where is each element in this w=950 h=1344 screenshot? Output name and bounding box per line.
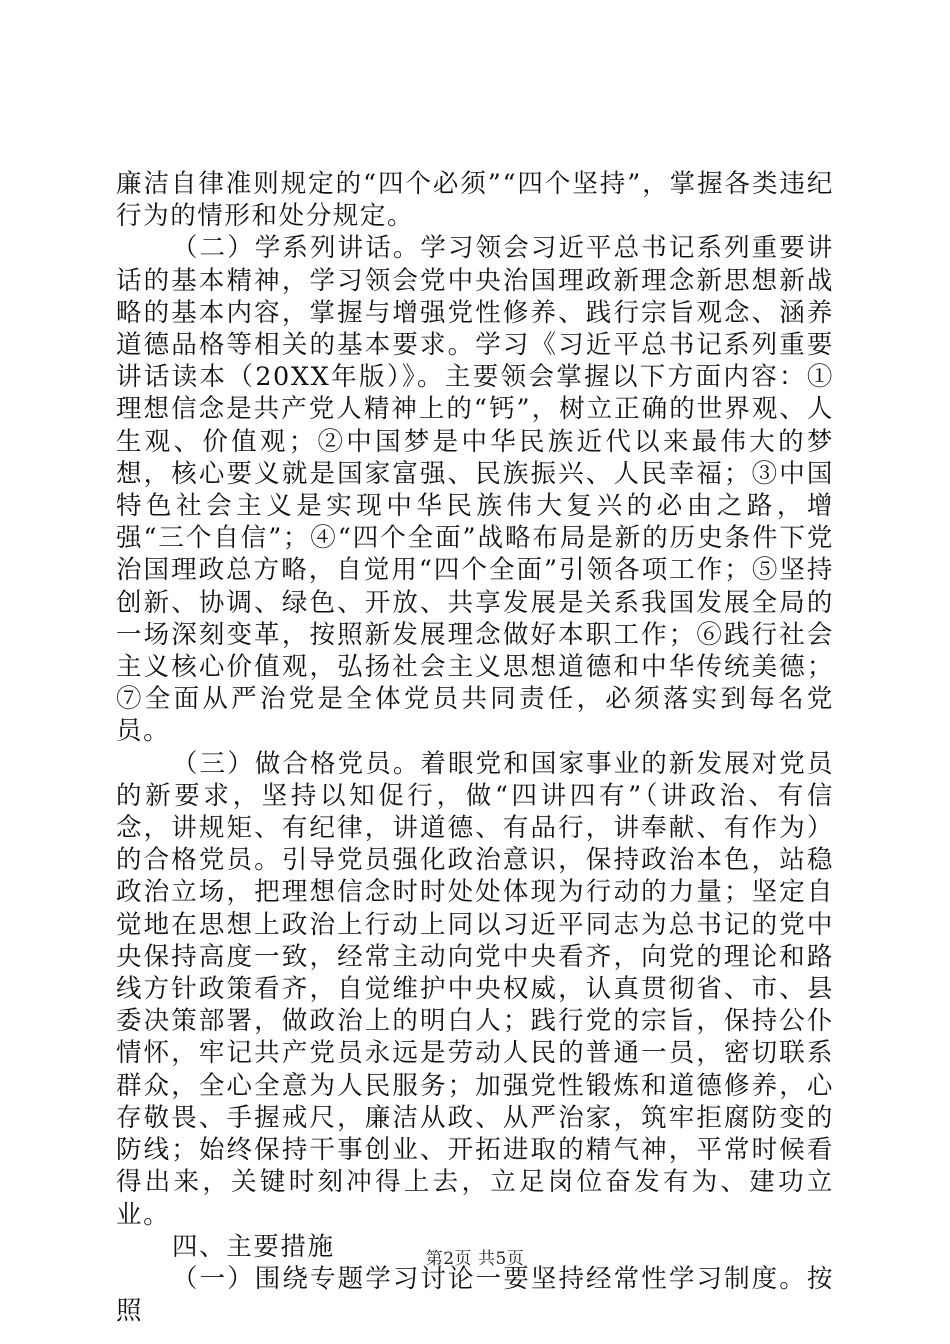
paragraph-2: （二）学系列讲话。学习领会习近平总书记系列重要讲话的基本精神，学习领会党中央治国理政新理念新思想新战略的基本内容，掌握与增强党性修养、践行宗旨观念、涵养道德品格等相关的基本要求。学习《习近平总书记系列重要讲话读本（20XX年版）》。主要领会掌握以下方面内容：①理想信念是共产党人精神上的“钙”，树立正确的世界观、人生观、价值观；②中国梦是中华民族近代以来最伟大的梦想，核心要义就是国家富强、民族振兴、人民幸福；③中国特色社会主义是实现中华民族伟大复兴的必由之路，增强“三个自信”；④“四个全面”战略布局是新的历史条件下党治国理政总方略，自觉用“四个全面”引领各项工作；⑤坚持创新、协调、绿色、开放、共享发展是关系我国发展全局的一场深刻变革，按照新发展理念做好本职工作；⑥践行社会主义核心价值观，弘扬社会主义思想道德和中华传统美德；⑦全面从严治党是全体党员共同责任，必须落实到每名党员。 [116,233,834,747]
paragraph-4: （一）围绕专题学习讨论一要坚持经常性学习制度。按照 [116,1263,834,1327]
section-heading: 四、主要措施 [172,1231,335,1262]
page-number-footer: 第2页 共5页 [425,1249,525,1269]
paragraph-1: 廉洁自律准则规定的“四个必须”“四个坚持”，掌握各类违纪行为的情形和处分规定。 [116,169,834,232]
document-body [116,168,834,1327]
paragraph-3: （三）做合格党员。着眼党和国家事业的新发展对党员的新要求，坚持以知促行，做“四讲四有”（讲政治、有信念，讲规矩、有纪律，讲道德、有品行，讲奉献、有作为）的合格党员。引导党员强化政治意识，保持政治本色，站稳政治立场，把理想信念时时处处体现为行动的力量；坚定自觉地在思想上政治上行动上同以习近平同志为总书记的党中央保持高度一致，经常主动向党中央看齐，向党的理论和路线方针政策看齐，自觉维护中央权威，认真贯彻省、市、县委决策部署，做政治上的明白人；践行党的宗旨，保持公仆情怀，牢记共产党员永远是劳动人民的普通一员，密切联系群众，全心全意为人民服务；加强党性锻炼和道德修养，心存敬畏、手握戒尺，廉洁从政、从严治家，筑牢拒腐防变的防线；始终保持干事创业、开拓进取的精气神，平常时候看得出来，关键时刻冲得上去，立足岗位奋发有为、建功立业。 [116,748,834,1230]
